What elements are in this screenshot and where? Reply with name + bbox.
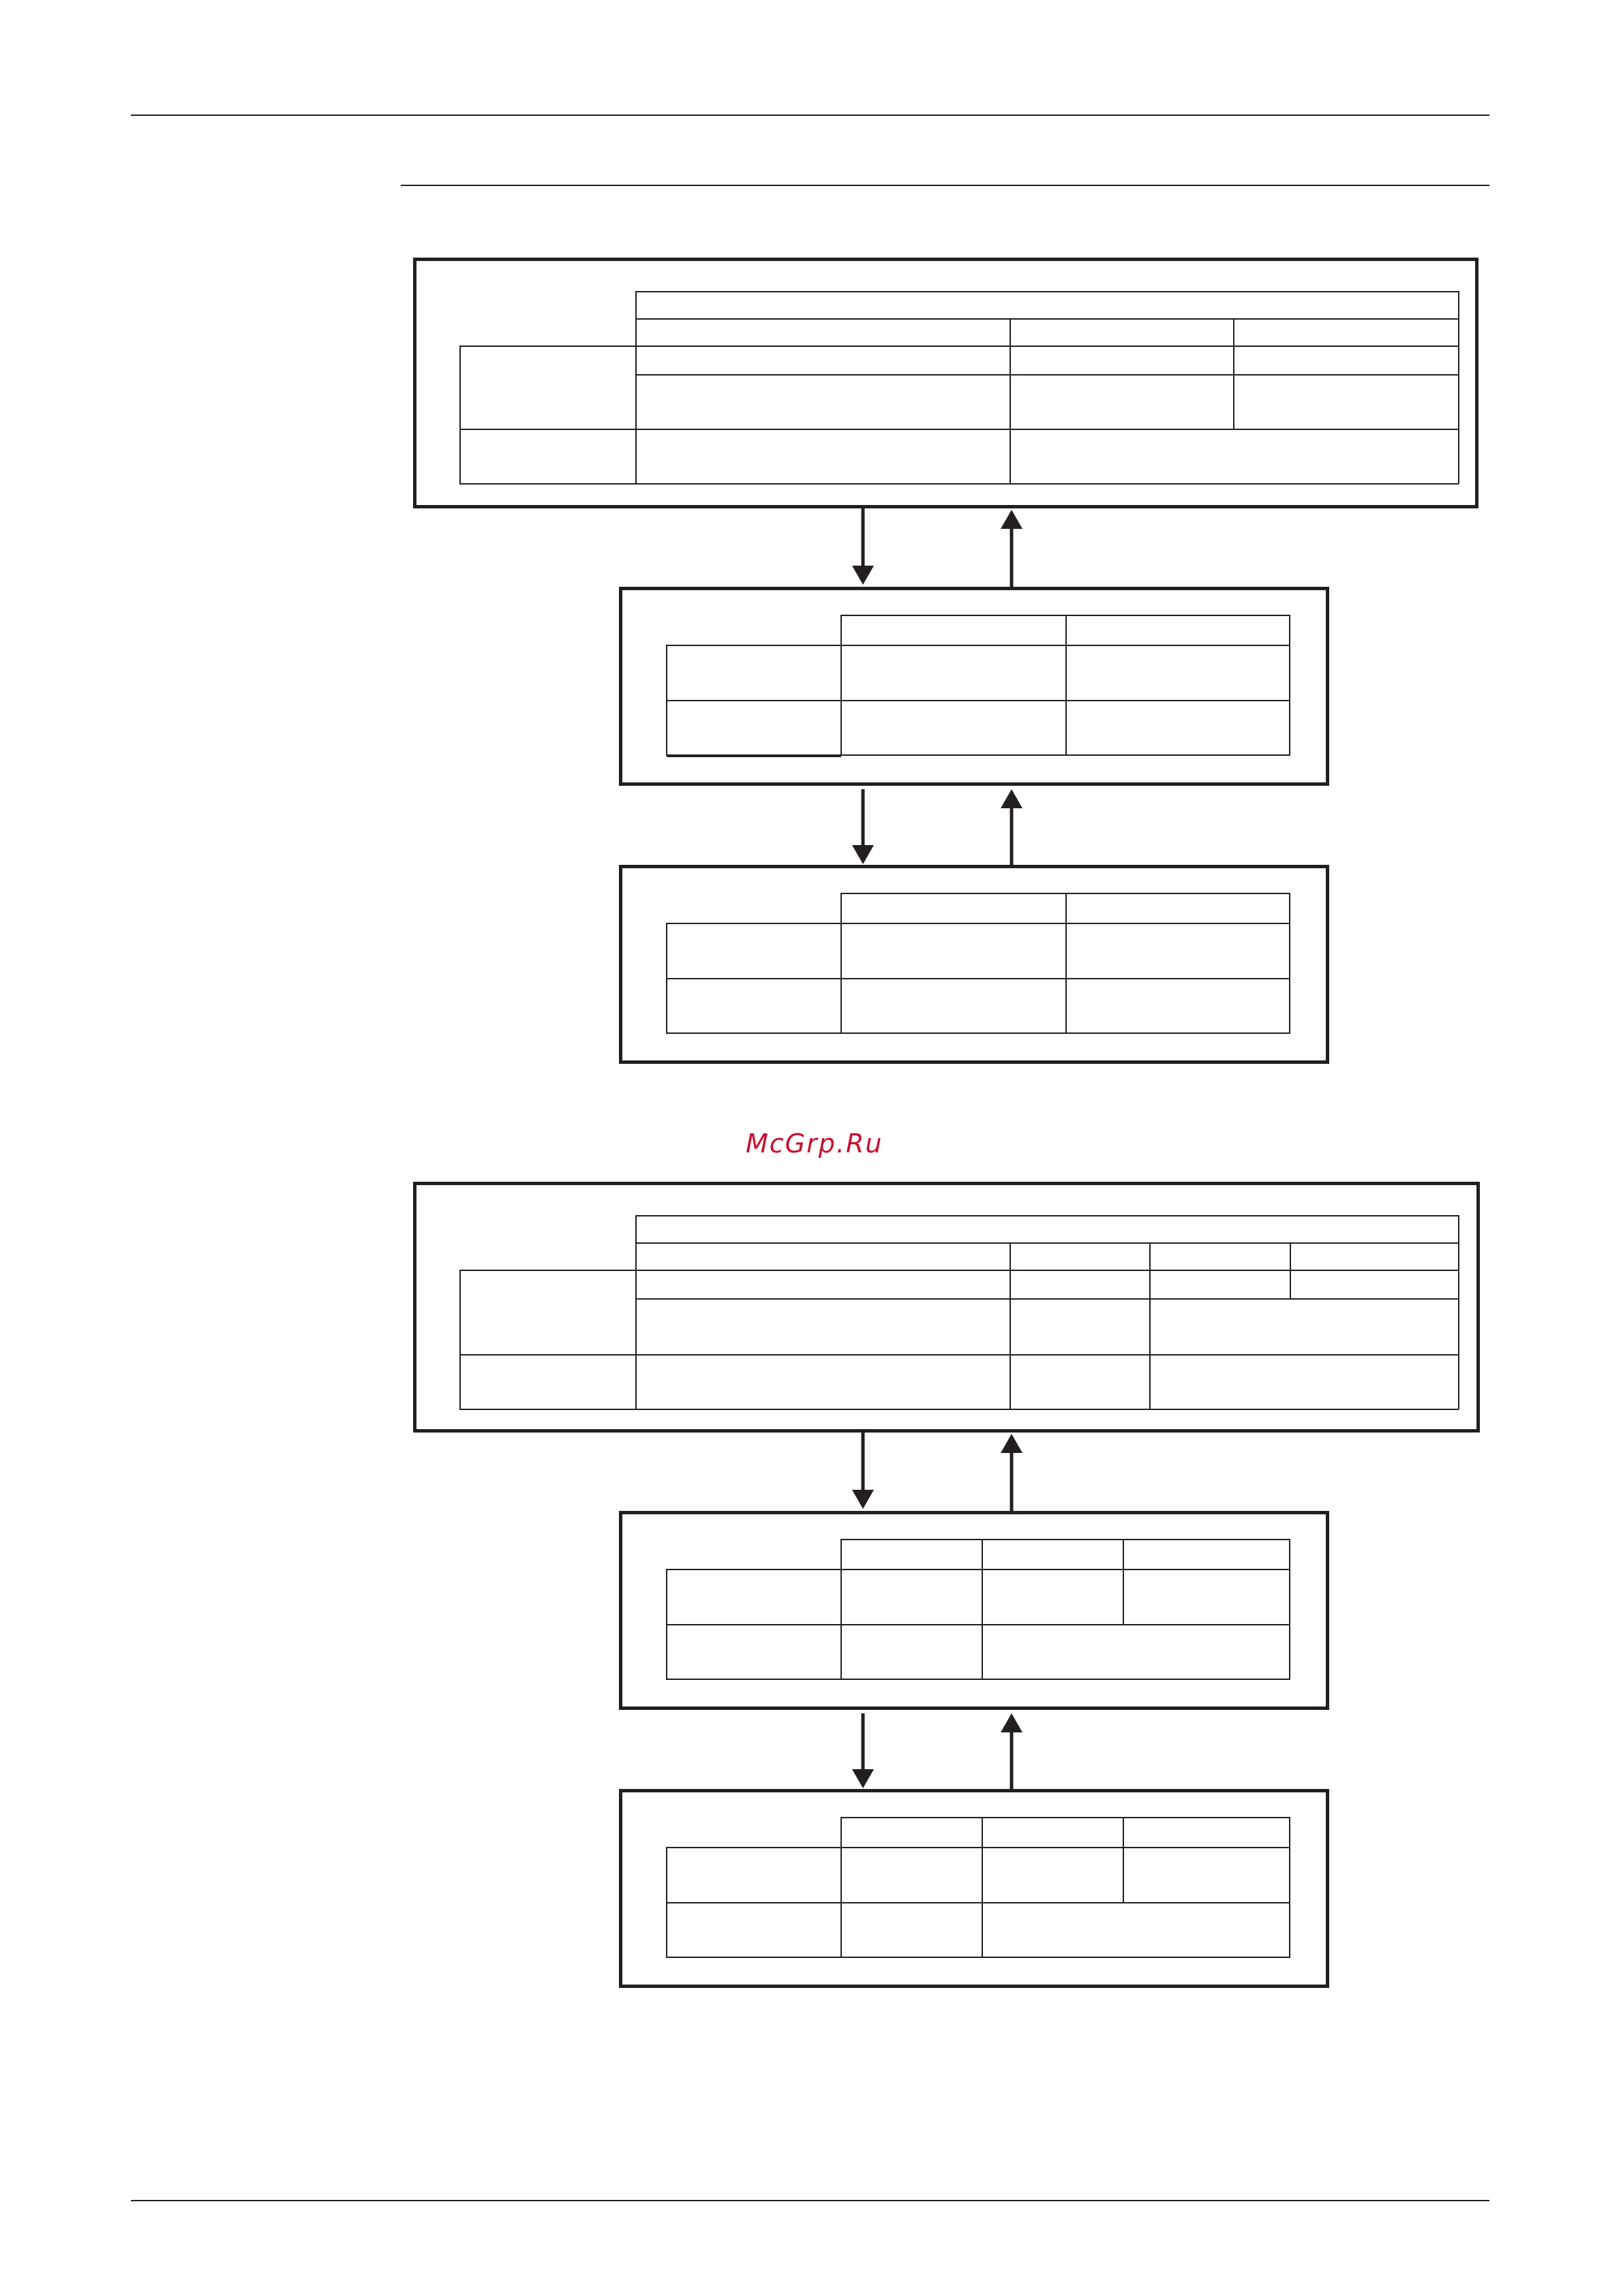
diagram2-arrow-down-1 bbox=[852, 1433, 874, 1509]
diagram1-arrow-down-1 bbox=[852, 508, 874, 585]
diagram1-top-table bbox=[460, 292, 1459, 484]
diagram1-arrow-up-2 bbox=[1001, 789, 1022, 865]
diagram2-top-table bbox=[460, 1216, 1459, 1409]
diagram2-arrow-down-2 bbox=[852, 1713, 874, 1788]
diagram1-arrow-up-1 bbox=[1001, 510, 1022, 587]
diagram1-middle-table bbox=[667, 615, 1290, 756]
diagram2-bottom-table bbox=[667, 1818, 1290, 1957]
watermark-text: McGrp.Ru bbox=[746, 1129, 883, 1159]
diagram2-middle-table bbox=[667, 1540, 1290, 1679]
diagram2-arrow-up-2 bbox=[1001, 1713, 1022, 1789]
diagram2-arrow-up-1 bbox=[1001, 1434, 1022, 1511]
diagram1-bottom-table bbox=[667, 893, 1290, 1033]
diagram1-arrow-down-2 bbox=[852, 789, 874, 864]
